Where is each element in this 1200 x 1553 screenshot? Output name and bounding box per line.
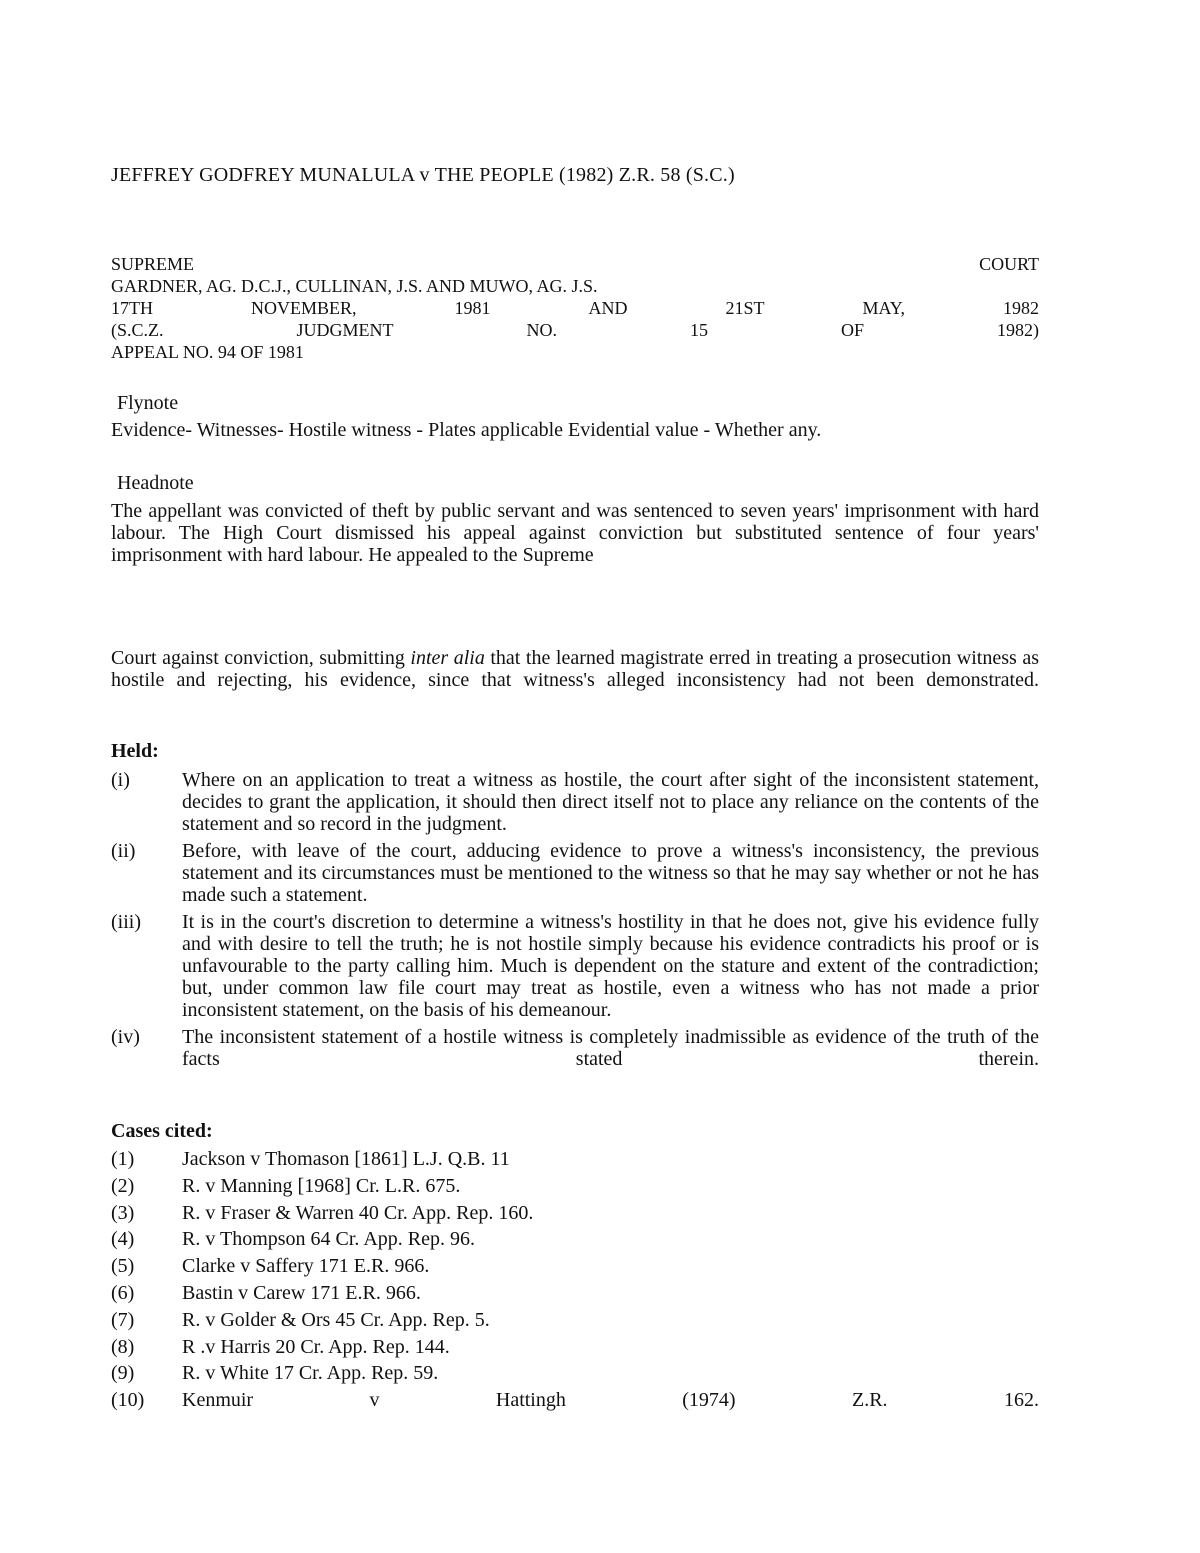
case-number: (10)	[111, 1389, 145, 1412]
case-item	[111, 1281, 1039, 1308]
date-part: 21ST	[725, 298, 765, 318]
judgment-part: 15	[689, 320, 708, 340]
case-citation: R. v Manning [1968] Cr. L.R. 675.	[182, 1174, 461, 1197]
case-number: (2)	[111, 1174, 135, 1197]
case-item	[111, 1201, 1039, 1228]
case-item	[111, 1254, 1039, 1281]
citation-part: (1974)	[682, 1389, 736, 1412]
held-item	[111, 840, 1039, 906]
citation-part: v	[369, 1389, 380, 1412]
judges-line: GARDNER, AG. D.C.J., CULLINAN, J.S. AND MUWO, AG. J.S.	[111, 276, 598, 296]
flynote-label: Flynote	[117, 392, 179, 414]
para2-text-before: Court against conviction, submitting	[111, 647, 411, 669]
case-number: (8)	[111, 1335, 135, 1358]
held-item-text: Before, with leave of the court, adducing evidence to prove a witness's inconsistency, the previous statement and its circumstances must be mentioned to the witness so that he may say whether or not he has made such a statement.	[182, 840, 1039, 906]
case-item	[111, 1174, 1039, 1201]
headnote-label: Headnote	[117, 472, 194, 494]
court-word-court: COURT	[979, 254, 1039, 274]
case-citation: Jackson v Thomason [1861] L.J. Q.B. 11	[182, 1148, 510, 1170]
held-item	[111, 1026, 1039, 1070]
held-item-text: Where on an application to treat a witness as hostile, the court after sight of the inconsistent statement, decides to grant the application, it should then direct itself not to place any reliance on the contents of the statement and so record in the judgment.	[182, 769, 1039, 835]
date-part: AND	[588, 298, 628, 318]
judgment-part: JUDGMENT	[296, 320, 394, 340]
judgment-part: (S.C.Z.	[111, 320, 164, 340]
case-number: (5)	[111, 1255, 135, 1278]
appeal-number: APPEAL NO. 94 OF 1981	[111, 342, 304, 362]
held-item-text: The inconsistent statement of a hostile witness is completely inadmissible as evidence of the truth of the facts stated therein.	[182, 1026, 1039, 1070]
case-citation	[182, 1388, 1039, 1412]
case-citation: R. v Thompson 64 Cr. App. Rep. 96.	[182, 1228, 475, 1251]
flynote-text: Evidence- Witnesses- Hostile witness - Plates applicable Evidential value - Whether any.	[111, 419, 822, 441]
citation-part: Kenmuir	[182, 1389, 254, 1412]
case-citation: R. v White 17 Cr. App. Rep. 59.	[182, 1362, 439, 1385]
held-item	[111, 769, 1039, 835]
case-citation: Clarke v Saffery 171 E.R. 966.	[182, 1255, 430, 1278]
case-citation: Bastin v Carew 171 E.R. 966.	[182, 1281, 421, 1304]
citation-part: Hattingh	[495, 1389, 566, 1412]
case-item	[111, 1227, 1039, 1254]
case-citation: R .v Harris 20 Cr. App. Rep. 144.	[182, 1335, 450, 1358]
held-item-number: (i)	[111, 769, 130, 791]
judgment-line	[111, 319, 1039, 341]
headnote-paragraph-2	[111, 647, 1039, 691]
held-item-number: (iv)	[111, 1026, 140, 1048]
judgment-part: OF	[840, 320, 864, 340]
held-list	[111, 769, 1039, 1075]
case-citation: R. v Fraser & Warren 40 Cr. App. Rep. 160.	[182, 1201, 534, 1224]
court-word-supreme: SUPREME	[111, 254, 195, 274]
date-part: 17TH	[111, 298, 153, 318]
held-item	[111, 911, 1039, 1021]
held-item-number: (ii)	[111, 840, 136, 862]
dates-line	[111, 297, 1039, 319]
case-item	[111, 1361, 1039, 1388]
date-part: NOVEMBER,	[250, 298, 357, 318]
case-number: (1)	[111, 1148, 135, 1170]
cases-cited-heading: Cases cited:	[111, 1120, 213, 1142]
case-number: (3)	[111, 1201, 135, 1224]
case-title: JEFFREY GODFREY MUNALULA v THE PEOPLE (1982) Z.R. 58 (S.C.)	[111, 164, 735, 186]
court-line	[111, 253, 1039, 275]
case-number: (4)	[111, 1228, 135, 1251]
held-heading: Held:	[111, 740, 159, 762]
headnote-paragraph-1: The appellant was convicted of theft by public servant and was sentenced to seven years' imprisonment with hard labour. The High Court dismissed his appeal against conviction but substituted sentence of four years' imprisonment with hard labour. He appealed to the Supreme	[111, 500, 1039, 566]
judgment-part: NO.	[526, 320, 557, 340]
case-number: (9)	[111, 1362, 135, 1385]
case-number: (6)	[111, 1281, 135, 1304]
case-item	[111, 1335, 1039, 1362]
date-part: MAY,	[862, 298, 905, 318]
para2-italic-text: inter alia	[410, 647, 485, 669]
court-details	[111, 253, 1039, 363]
held-item-text: It is in the court's discretion to determine a witness's hostility in that he does not, give his evidence fully and with desire to tell the truth; he is not hostile simply because his evidence contradicts his proof or is unfavourable to the party calling him. Much is dependent on the stature and extent of the contradiction; but, under common law file court may treat as hostile, even a witness who has not made a prior inconsistent statement, on the basis of his demeanour.	[182, 911, 1039, 1021]
para2-text-after: that the learned magistrate erred in treating a prosecution witness as hostile and rejecting, his evidence, since that witness's alleged inconsistency had not been demonstrated.	[111, 647, 1039, 691]
case-number: (7)	[111, 1308, 135, 1331]
case-item	[111, 1147, 1039, 1174]
date-part: 1981	[454, 298, 491, 318]
case-citation: R. v Golder & Ors 45 Cr. App. Rep. 5.	[182, 1308, 490, 1331]
held-item-number: (iii)	[111, 911, 141, 933]
citation-part: 162.	[1003, 1389, 1039, 1412]
cases-cited-list	[111, 1147, 1039, 1415]
case-item	[111, 1388, 1039, 1415]
citation-part: Z.R.	[851, 1389, 888, 1412]
case-item	[111, 1308, 1039, 1335]
date-part: 1982	[1002, 298, 1039, 318]
judgment-part: 1982)	[996, 320, 1039, 340]
